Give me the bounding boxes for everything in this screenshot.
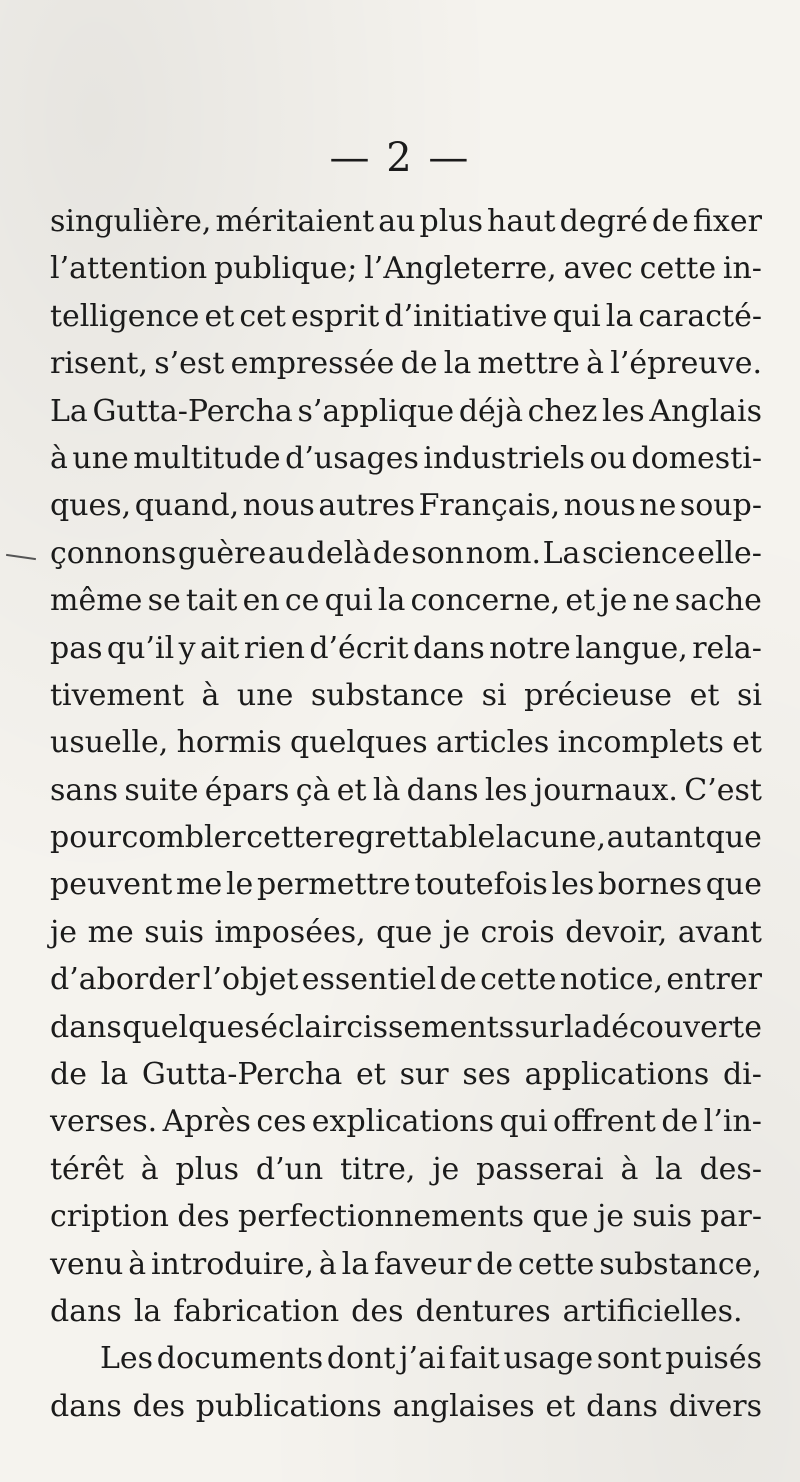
text-line: La Gutta-Percha s’applique déjà chez les Anglais bbox=[50, 393, 762, 429]
text-line: peuvent me le permettre toutefois les bornes que bbox=[50, 867, 762, 903]
text-line: même se tait en ce qui la concerne, et je ne sache bbox=[50, 583, 762, 619]
text-line: à une multitude d’usages industriels ou domesti- bbox=[50, 440, 762, 476]
text-line: risent, s’est empressée de la mettre à l’épreuve. bbox=[50, 346, 762, 382]
text-line: dans des publications anglaises et dans divers bbox=[50, 1388, 762, 1424]
text-line: usuelle, hormis quelques articles incomplets et bbox=[50, 725, 762, 761]
text-line: dans quelques éclaircissements sur la découverte bbox=[50, 1009, 762, 1045]
page-number: — 2 — bbox=[329, 135, 471, 181]
text-line: d’aborder l’objet essentiel de cette notice, entrer bbox=[50, 962, 762, 998]
text-line: verses. Après ces explications qui offrent de l’in- bbox=[50, 1104, 762, 1140]
text-line: ques, quand, nous autres Français, nous ne soup- bbox=[50, 488, 762, 524]
text-line: cription des perfectionnements que je suis par- bbox=[50, 1199, 762, 1235]
text-line: dans la fabrication des dentures artificielles. bbox=[50, 1293, 743, 1329]
body-text bbox=[50, 198, 762, 1430]
text-line: l’attention publique; l’Angleterre, avec cette in- bbox=[50, 251, 762, 287]
text-line: pas qu’il y ait rien d’écrit dans notre langue, rela- bbox=[50, 630, 762, 666]
text-line: çonnons guère au delà de son nom. La science elle- bbox=[50, 535, 762, 571]
text-line: tivement à une substance si précieuse et si bbox=[50, 677, 762, 713]
text-line: de la Gutta-Percha et sur ses applications di- bbox=[50, 1057, 762, 1093]
text-line: singulière, méritaient au plus haut degré de fixer bbox=[50, 204, 762, 239]
margin-mark bbox=[6, 554, 36, 560]
text-line: sans suite épars çà et là dans les journaux. C’est bbox=[50, 772, 762, 808]
text-line: je me suis imposées, que je crois devoir, avant bbox=[50, 914, 762, 950]
text-line: venu à introduire, à la faveur de cette substance, bbox=[50, 1246, 762, 1282]
text-line: pour combler cette regrettable lacune, autant que bbox=[50, 820, 762, 856]
text-line: telligence et cet esprit d’initiative qui la caracté- bbox=[50, 298, 762, 334]
text-line: térêt à plus d’un titre, je passerai à la des- bbox=[50, 1151, 762, 1187]
text-line: Les documents dont j’ai fait usage sont puisés bbox=[100, 1341, 762, 1377]
